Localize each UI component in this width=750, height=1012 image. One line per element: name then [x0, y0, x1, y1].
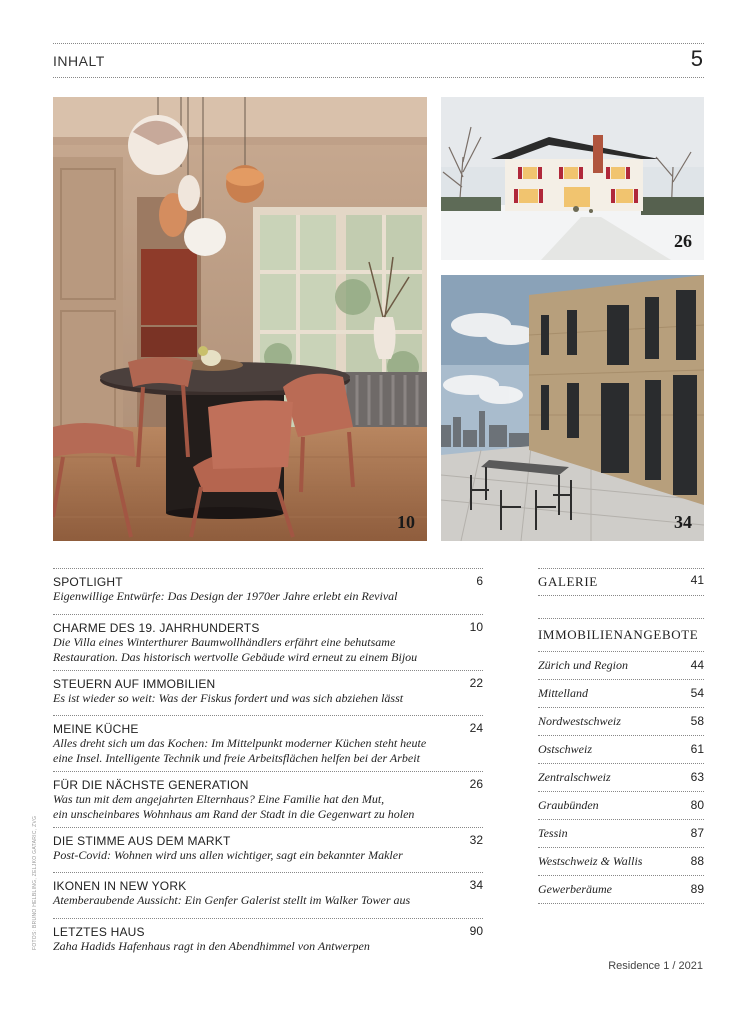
toc-entry-steuern[interactable] [53, 670, 483, 706]
region-page: 87 [690, 826, 704, 840]
region-name: Gewerberäume [538, 882, 612, 896]
toc-desc: eine Insel. Intelligente Technik und freie Arbeitsflächen helfen bei der Arbeit [53, 751, 420, 765]
toc-desc: Es ist wieder so weit: Was der Fiskus fordert und was sich abziehen lässt [53, 691, 404, 705]
region-item-zentralschweiz[interactable] [538, 764, 704, 792]
house-photo-page-number: 26 [674, 231, 692, 251]
toc-desc: Post-Covid: Wohnen wird uns allen wichtiger, sagt ein bekannter Makler [53, 848, 403, 862]
toc-rule [53, 872, 483, 873]
dining-photo-page-number: 10 [397, 512, 415, 532]
immobilien-top-rule [538, 618, 704, 619]
region-name: Graubünden [538, 798, 599, 812]
toc-desc: Was tun mit dem angejahrten Elternhaus? Eine Familie hat den Mut, [53, 792, 385, 806]
tower-photo-page-number: 34 [674, 512, 692, 532]
toc-title: SPOTLIGHT [53, 575, 123, 589]
toc-rule [53, 827, 483, 828]
galerie-entry[interactable] [538, 568, 704, 590]
toc-rule [53, 670, 483, 671]
toc-title: DIE STIMME AUS DEM MARKT [53, 834, 231, 848]
region-page: 58 [690, 714, 704, 728]
region-name: Zentralschweiz [538, 770, 611, 784]
toc-page: 22 [469, 676, 483, 690]
immobilien-heading: IMMOBILIENANGEBOTE [538, 627, 699, 642]
region-name: Westschweiz & Wallis [538, 854, 643, 868]
toc-entry-charme[interactable] [53, 614, 483, 665]
region-name: Mittelland [538, 686, 588, 700]
dining-room-illustration [53, 97, 427, 541]
toc-rule [53, 918, 483, 919]
region-rule [538, 903, 704, 904]
toc-entry-new-york[interactable] [53, 872, 483, 908]
toc-page: 34 [469, 878, 483, 892]
toc-page: 32 [469, 833, 483, 847]
toc-page: 6 [476, 574, 483, 588]
toc-desc: ein unscheinbares Wohnhaus am Rand der Stadt in die Gegenwart zu holen [53, 807, 415, 821]
region-item-ostschweiz[interactable] [538, 736, 704, 764]
header-top-rule [53, 43, 704, 44]
galerie-page: 41 [690, 573, 704, 587]
region-page: 61 [690, 742, 704, 756]
toc-page: 90 [469, 924, 483, 938]
tower-terrace-photo [441, 275, 704, 541]
toc-title: MEINE KÜCHE [53, 722, 139, 736]
issue-footer: Residence 1 / 2021 [608, 960, 703, 972]
region-item-westschweiz-wallis[interactable] [538, 848, 704, 876]
region-item-tessin[interactable] [538, 820, 704, 848]
toc-title: FÜR DIE NÄCHSTE GENERATION [53, 778, 249, 792]
region-item-mittelland[interactable] [538, 680, 704, 708]
photo-credit: FOTOS: BRUNO HELBLING, ZELJKO GATARIC, ZVG [32, 815, 38, 950]
snowy-house-illustration [441, 97, 704, 260]
toc-desc: Die Villa eines Winterthurer Baumwollhändlers erfährt eine behutsame [53, 635, 396, 649]
toc-title: LETZTES HAUS [53, 925, 145, 939]
snowy-house-photo [441, 97, 704, 260]
region-name: Zürich und Region [538, 658, 628, 672]
region-name: Tessin [538, 826, 568, 840]
region-name: Ostschweiz [538, 742, 592, 756]
toc-entry-spotlight[interactable] [53, 568, 483, 604]
toc-entry-kueche[interactable] [53, 715, 483, 766]
galerie-bottom-rule [538, 595, 704, 596]
toc-desc: Atemberaubende Aussicht: Ein Genfer Galerist stellt im Walker Tower aus [53, 893, 411, 907]
region-name: Nordwestschweiz [538, 714, 621, 728]
region-item-graubuenden[interactable] [538, 792, 704, 820]
region-page: 88 [690, 854, 704, 868]
dining-room-photo [53, 97, 427, 541]
toc-entry-stimme[interactable] [53, 827, 483, 863]
toc-desc: Zaha Hadids Hafenhaus ragt in den Abendhimmel von Antwerpen [53, 939, 370, 953]
region-page: 89 [690, 882, 704, 896]
toc-desc: Alles dreht sich um das Kochen: Im Mittelpunkt moderner Küchen steht heute [53, 736, 427, 750]
toc-title: IKONEN IN NEW YORK [53, 879, 187, 893]
toc-page: 10 [469, 620, 483, 634]
galerie-title: GALERIE [538, 574, 598, 589]
section-title: INHALT [53, 53, 105, 69]
galerie-rule [538, 568, 704, 569]
region-page: 54 [690, 686, 704, 700]
region-page: 44 [690, 658, 704, 672]
toc-desc: Restauration. Das historisch wertvolle Gebäude wird erneut zu einem Bijou [53, 650, 418, 664]
toc-rule [53, 771, 483, 772]
toc-rule [53, 715, 483, 716]
region-item-nordwestschweiz[interactable] [538, 708, 704, 736]
region-page: 80 [690, 798, 704, 812]
toc-rule [53, 568, 483, 569]
region-item-gewerberaeume[interactable] [538, 876, 704, 904]
toc-desc: Eigenwillige Entwürfe: Das Design der 1970er Jahre erlebt ein Revival [53, 589, 398, 603]
tower-terrace-illustration [441, 275, 704, 541]
toc-title: STEUERN AUF IMMOBILIEN [53, 677, 216, 691]
region-page: 63 [690, 770, 704, 784]
header-bottom-rule [53, 77, 704, 78]
toc-page: 24 [469, 721, 483, 735]
toc-rule [53, 614, 483, 615]
toc-title: CHARME DES 19. JAHRHUNDERTS [53, 621, 260, 635]
toc-entry-letztes-haus[interactable] [53, 918, 483, 954]
page-number: 5 [690, 46, 703, 71]
toc-page: 26 [469, 777, 483, 791]
toc-entry-generation[interactable] [53, 771, 483, 822]
region-item-zuerich[interactable] [538, 652, 704, 680]
immobilien-list [538, 618, 704, 904]
